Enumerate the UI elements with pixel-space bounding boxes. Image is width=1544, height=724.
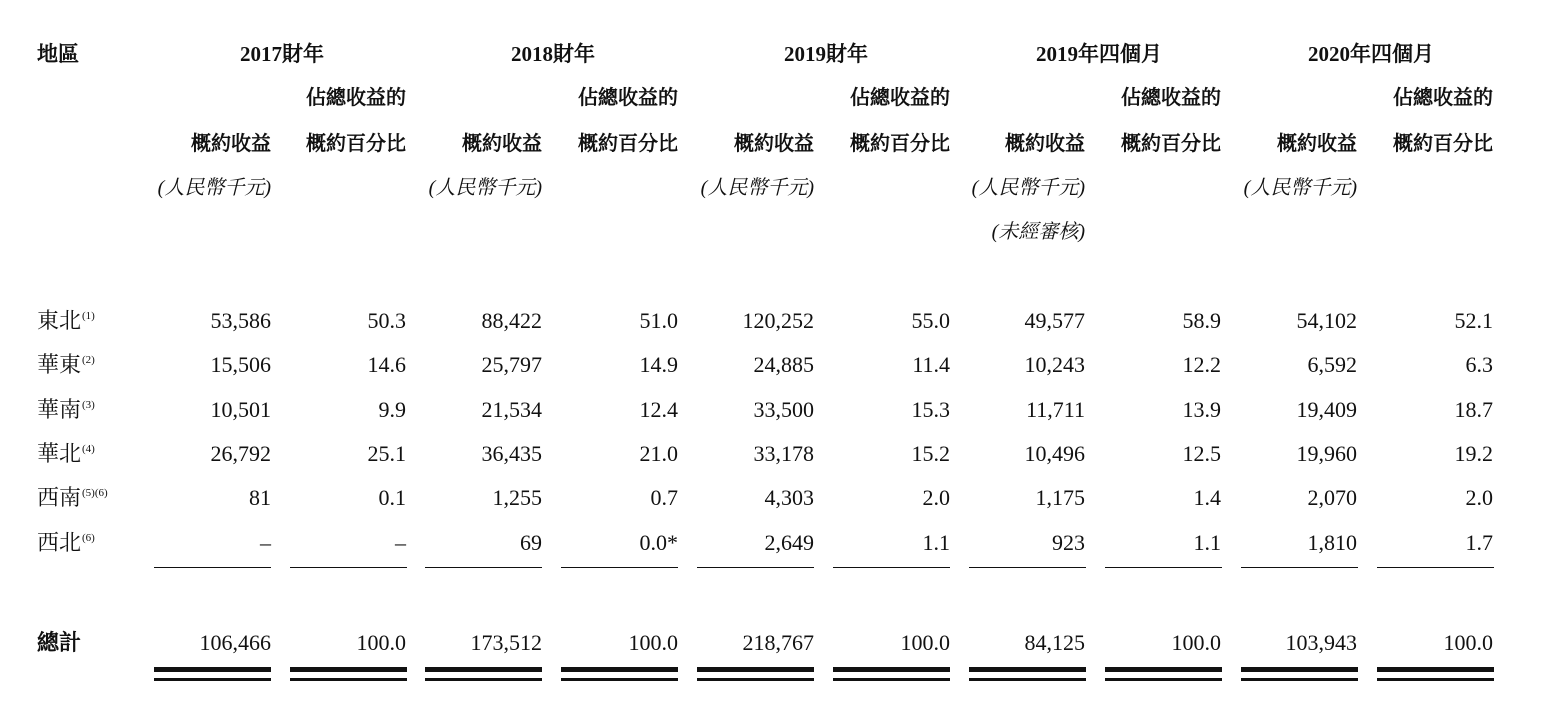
total-double-rule [833,667,950,672]
total-double-rule [425,678,542,681]
total-percentage-cell: 100.0 [356,630,406,655]
revenue-cell: 21,534 [481,397,542,422]
period-header-2019-4m: 2019年四個月 [1036,42,1162,66]
percentage-cell: 2.0 [922,485,950,510]
revenue-cell: 33,500 [753,397,814,422]
region-name: 華東 [37,352,82,377]
percentage-cell: 2.0 [1465,485,1493,510]
pct-header-line1: 佔總收益的 [850,87,950,109]
revenue-cell: 15,506 [210,352,271,377]
percentage-cell: 1.7 [1465,530,1493,555]
percentage-cell: 19.2 [1454,441,1493,466]
revenue-cell: 24,885 [753,352,814,377]
revenue-cell: 10,501 [210,397,271,422]
pct-header-line1: 佔總收益的 [1121,87,1221,109]
revenue-cell: 36,435 [481,441,542,466]
percentage-cell: 14.9 [639,352,678,377]
percentage-cell: 55.0 [911,308,950,333]
footnote-ref: (2) [82,354,95,366]
revenue-cell: 26,792 [210,441,271,466]
revenue-cell: 1,175 [1035,485,1085,510]
pct-header-line1: 佔總收益的 [306,87,406,109]
percentage-cell: – [395,530,406,555]
revenue-cell: 4,303 [764,485,814,510]
total-revenue-cell: 84,125 [1024,630,1085,655]
revenue-cell: 120,252 [742,308,814,333]
footnote-ref: (3) [82,399,95,411]
pct-header-line1: 佔總收益的 [578,87,678,109]
region-name: 東北 [37,308,82,333]
revenue-cell: 11,711 [1026,397,1085,422]
revenue-cell: – [260,530,271,555]
total-double-rule [1105,678,1222,681]
total-label: 總計 [37,630,82,655]
percentage-cell: 25.1 [367,441,406,466]
unit-label: (人民幣千元) [157,177,271,199]
total-percentage-cell: 100.0 [628,630,678,655]
revenue-cell: 10,243 [1024,352,1085,377]
percentage-cell: 0.1 [378,485,406,510]
revenue-cell: 1,255 [492,485,542,510]
total-percentage-cell: 100.0 [1171,630,1221,655]
percentage-cell: 1.4 [1193,485,1221,510]
percentage-cell: 14.6 [367,352,406,377]
percentage-cell: 18.7 [1454,397,1493,422]
revenue-cell: 923 [1052,530,1085,555]
revenue-cell: 2,649 [764,530,814,555]
total-revenue-cell: 103,943 [1285,630,1357,655]
total-double-rule [154,678,271,681]
revenue-header: 概約收益 [1005,133,1085,155]
percentage-cell: 0.7 [650,485,678,510]
percentage-cell: 58.9 [1182,308,1221,333]
percentage-cell: 12.4 [639,397,678,422]
revenue-cell: 1,810 [1307,530,1357,555]
region-name: 華北 [37,441,82,466]
percentage-cell: 11.4 [912,352,950,377]
total-double-rule [1377,667,1494,672]
total-double-rule [1105,667,1222,672]
unaudited-label: (未經審核) [991,221,1085,243]
total-double-rule [425,667,542,672]
revenue-cell: 6,592 [1307,352,1357,377]
revenue-cell: 81 [249,485,271,510]
total-revenue-cell: 173,512 [470,630,542,655]
revenue-cell: 53,586 [210,308,271,333]
revenue-cell: 10,496 [1024,441,1085,466]
pct-header-line2: 概約百分比 [1393,133,1493,155]
revenue-header: 概約收益 [191,133,271,155]
unit-label: (人民幣千元) [428,177,542,199]
pct-header-line2: 概約百分比 [306,133,406,155]
pct-header-line2: 概約百分比 [1121,133,1221,155]
percentage-cell: 21.0 [639,441,678,466]
total-percentage-cell: 100.0 [900,630,950,655]
unit-label: (人民幣千元) [1243,177,1357,199]
subtotal-rule [833,567,950,568]
subtotal-rule [1377,567,1494,568]
percentage-cell: 13.9 [1182,397,1221,422]
total-percentage-cell: 100.0 [1443,630,1493,655]
percentage-cell: 15.2 [911,441,950,466]
region-name: 西北 [37,530,82,555]
footnote-ref: (6) [82,532,95,544]
pct-header-line1: 佔總收益的 [1393,87,1493,109]
subtotal-rule [425,567,542,568]
subtotal-rule [154,567,271,568]
total-double-rule [561,667,678,672]
pct-header-line2: 概約百分比 [578,133,678,155]
revenue-header: 概約收益 [462,133,542,155]
total-double-rule [1241,678,1358,681]
total-double-rule [697,667,814,672]
percentage-cell: 50.3 [367,308,406,333]
percentage-cell: 12.2 [1182,352,1221,377]
revenue-header: 概約收益 [734,133,814,155]
revenue-cell: 25,797 [481,352,542,377]
percentage-cell: 15.3 [911,397,950,422]
revenue-cell: 49,577 [1024,308,1085,333]
row-region-label [37,310,95,332]
percentage-cell: 1.1 [1193,530,1221,555]
region-header: 地區 [37,42,79,66]
subtotal-rule [561,567,678,568]
total-double-rule [290,667,407,672]
subtotal-rule [290,567,407,568]
revenue-cell: 33,178 [753,441,814,466]
percentage-cell: 6.3 [1465,352,1493,377]
percentage-cell: 1.1 [922,530,950,555]
total-double-rule [969,667,1086,672]
revenue-cell: 88,422 [481,308,542,333]
revenue-cell: 2,070 [1307,485,1357,510]
total-double-rule [833,678,950,681]
total-double-rule [561,678,678,681]
total-double-rule [154,667,271,672]
period-header-2017: 2017財年 [240,42,324,66]
revenue-header: 概約收益 [1277,133,1357,155]
percentage-cell: 52.1 [1454,308,1493,333]
row-region-label [37,487,108,509]
period-header-2020-4m: 2020年四個月 [1308,42,1434,66]
percentage-cell: 51.0 [639,308,678,333]
region-name: 華南 [37,397,82,422]
total-double-rule [697,678,814,681]
period-header-2019: 2019財年 [784,42,868,66]
percentage-cell: 12.5 [1182,441,1221,466]
total-double-rule [969,678,1086,681]
total-double-rule [1377,678,1494,681]
pct-header-line2: 概約百分比 [850,133,950,155]
row-region-label [37,354,95,376]
revenue-cell: 19,960 [1296,441,1357,466]
percentage-cell: 9.9 [378,397,406,422]
percentage-cell: 0.0* [639,530,678,555]
total-double-rule [1241,667,1358,672]
total-revenue-cell: 106,466 [199,630,271,655]
total-double-rule [290,678,407,681]
row-region-label [37,443,95,465]
unit-label: (人民幣千元) [700,177,814,199]
row-region-label [37,399,95,421]
row-region-label [37,532,95,554]
revenue-cell: 54,102 [1296,308,1357,333]
revenue-cell: 19,409 [1296,397,1357,422]
unit-label: (人民幣千元) [971,177,1085,199]
region-name: 西南 [37,485,82,510]
subtotal-rule [1241,567,1358,568]
footnote-ref: (4) [82,443,95,455]
period-header-2018: 2018財年 [511,42,595,66]
subtotal-rule [969,567,1086,568]
footnote-ref: (1) [82,310,95,322]
total-revenue-cell: 218,767 [742,630,814,655]
revenue-cell: 69 [520,530,542,555]
subtotal-rule [697,567,814,568]
footnote-ref: (5)(6) [82,487,108,499]
subtotal-rule [1105,567,1222,568]
